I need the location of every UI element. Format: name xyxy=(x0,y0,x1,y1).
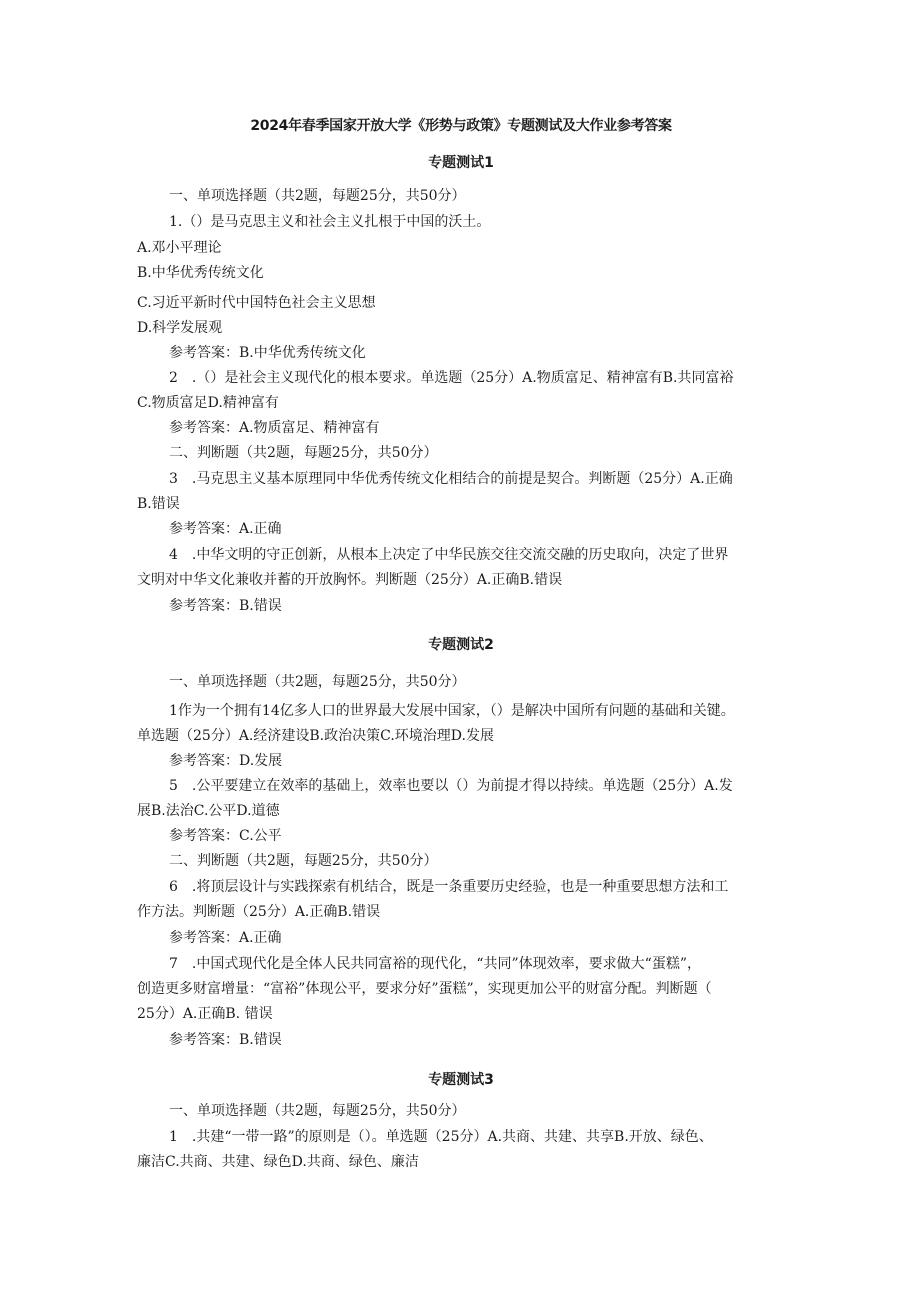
reference-answer: 参考答案：B.错误 xyxy=(169,1032,282,1048)
question-text: 5 .公平要建立在效率的基础上，效率也要以（）为前提才得以持续。单选题（25分）A.发 xyxy=(169,778,733,794)
section-title: 专题测试1 xyxy=(428,155,494,171)
reference-answer: 参考答案：B.中华优秀传统文化 xyxy=(169,345,366,361)
section-title: 专题测试2 xyxy=(428,637,494,653)
question-text: 作方法。判断题（25分）A.正确B.错误 xyxy=(137,904,381,920)
question-text: 4 .中华文明的守正创新，从根本上决定了中华民族交往交流交融的历史取向，决定了世界 xyxy=(169,547,729,563)
reference-answer: 参考答案：A.物质富足、精神富有 xyxy=(169,420,380,436)
question-text: 展B.法治C.公平D.道德 xyxy=(137,803,280,819)
reference-answer: 参考答案：B.错误 xyxy=(169,598,282,614)
question-text: B.错误 xyxy=(137,496,180,512)
section-title: 专题测试3 xyxy=(428,1072,494,1088)
question-text: 1.（）是马克思主义和社会主义扎根于中国的沃土。 xyxy=(169,214,491,230)
question-type-heading: 一、单项选择题（共2题，每题25分，共50分） xyxy=(169,1103,466,1119)
question-text: 3 .马克思主义基本原理同中华优秀传统文化相结合的前提是契合。判断题（25分）A.正确 xyxy=(169,471,733,487)
question-type-heading: 二、判断题（共2题，每题25分，共50分） xyxy=(169,853,438,869)
question-text: 7 .中国式现代化是全体人民共同富裕的现代化，“共同”体现效率，要求做大“蛋糕”， xyxy=(169,956,701,972)
question-text: 25分）A.正确B. 错误 xyxy=(137,1006,273,1022)
answer-option: D.科学发展观 xyxy=(137,320,223,336)
question-text: 文明对中华文化兼收并蓄的开放胸怀。判断题（25分）A.正确B.错误 xyxy=(137,572,563,588)
question-text: 1作为一个拥有14亿多人口的世界最大发展中国家，（）是解决中国所有问题的基础和关键。 xyxy=(169,703,735,719)
answer-option: B.中华优秀传统文化 xyxy=(137,265,264,281)
reference-answer: 参考答案：D.发展 xyxy=(169,753,283,769)
document-title: 2024年春季国家开放大学《形势与政策》专题测试及大作业参考答案 xyxy=(250,118,672,134)
answer-option: C.习近平新时代中国特色社会主义思想 xyxy=(137,295,376,311)
question-type-heading: 一、单项选择题（共2题，每题25分，共50分） xyxy=(169,188,466,204)
question-text: 创造更多财富增量：“富裕”体现公平，要求分好”蛋糕”，实现更加公平的财富分配。判断题（ xyxy=(137,981,712,997)
question-text: C.物质富足D.精神富有 xyxy=(137,395,279,411)
reference-answer: 参考答案：A.正确 xyxy=(169,521,282,537)
question-type-heading: 一、单项选择题（共2题，每题25分，共50分） xyxy=(169,674,466,690)
question-text: 单选题（25分）A.经济建设B.政治决策C.环境治理D.发展 xyxy=(137,728,494,744)
reference-answer: 参考答案：C.公平 xyxy=(169,828,282,844)
question-text: 2 .（）是社会主义现代化的根本要求。单选题（25分）A.物质富足、精神富有B.共同富裕 xyxy=(169,370,734,386)
question-text: 1 .共建“一带一路”的原则是（）。单选题（25分）A.共商、共建、共享B.开放、绿色、 xyxy=(169,1129,713,1145)
reference-answer: 参考答案：A.正确 xyxy=(169,930,282,946)
question-type-heading: 二、判断题（共2题，每题25分，共50分） xyxy=(169,445,438,461)
question-text: 6 .将顶层设计与实践探索有机结合，既是一条重要历史经验，也是一种重要思想方法和工 xyxy=(169,879,729,895)
answer-option: A.邓小平理论 xyxy=(137,240,222,256)
question-text: 廉洁C.共商、共建、绿色D.共商、绿色、廉洁 xyxy=(137,1154,419,1170)
